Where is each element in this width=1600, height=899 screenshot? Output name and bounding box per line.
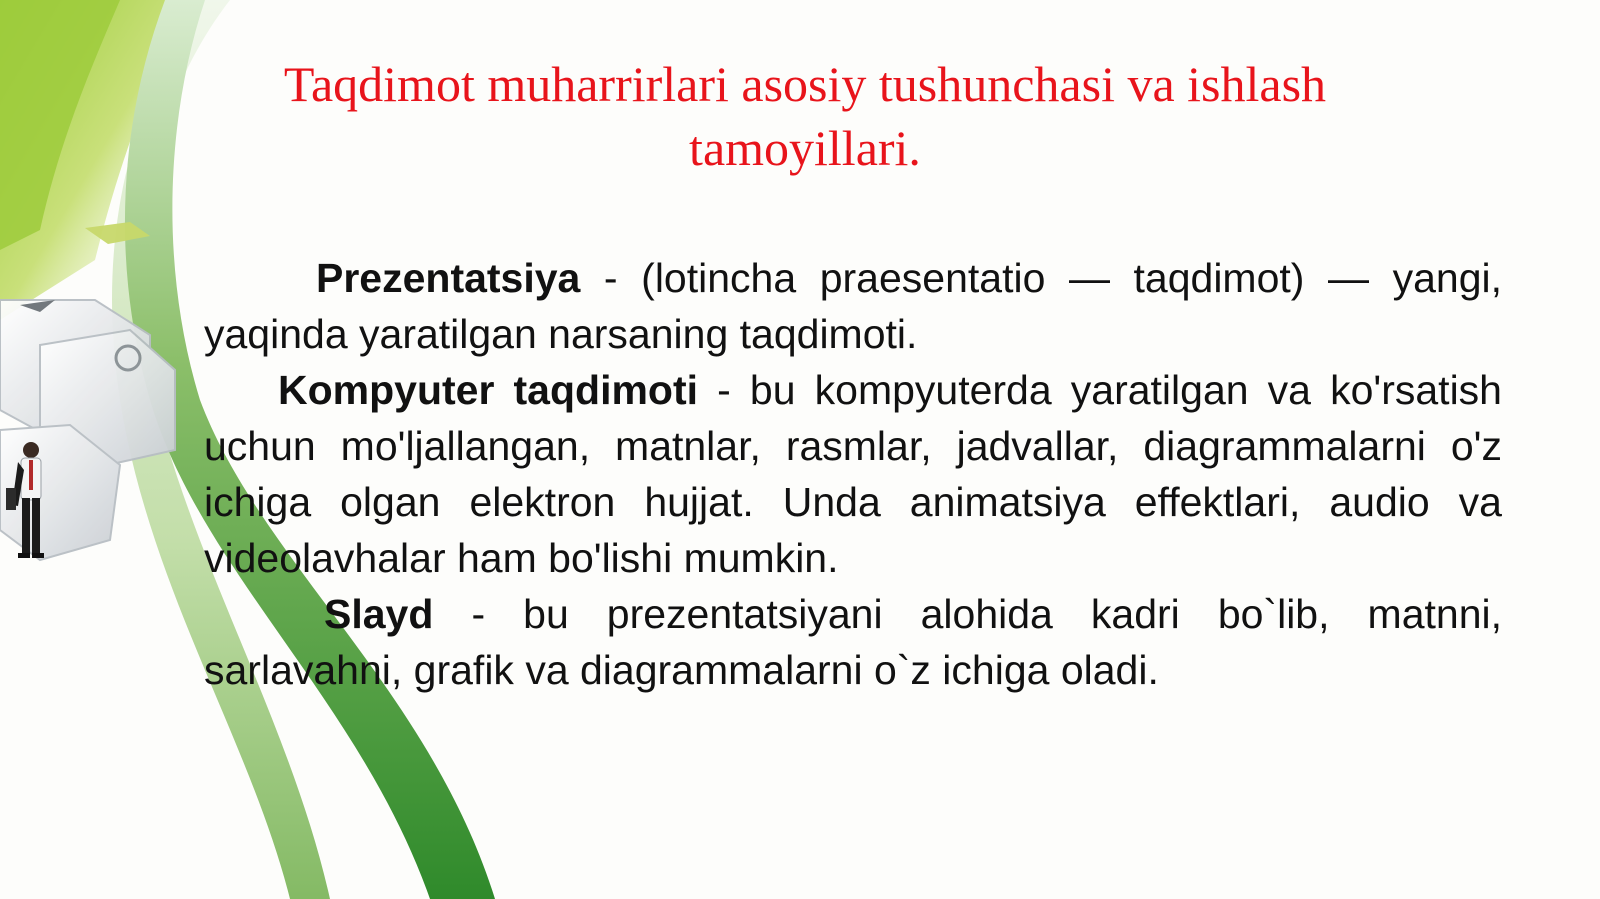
term-prezentatsiya: Prezentatsiya <box>316 255 581 301</box>
slide-body <box>204 250 1502 698</box>
paragraph-prezentatsiya <box>204 250 1502 362</box>
slide-title: Taqdimot muharrirlari asosiy tushunchasi va ishlash tamoyillari. <box>283 56 1327 176</box>
definition-slayd: - bu prezentatsiyani alohida kadri bo`lib, matnni, sarlavahni, grafik va diagrammalarni o`z ichiga oladi. <box>204 591 1502 693</box>
term-kompyuter-taqdimoti: Kompyuter taqdimoti <box>278 367 699 413</box>
definition-kompyuter-taqdimoti: - bu kompyuterda yaratilgan va ko'rsatish uchun mo'ljallangan, matnlar, rasmlar, jadvallar, diagrammalarni o'z ichiga olgan elektron hujjat. Unda animatsiya effektlari, audio va videolavhalar ham bo'lishi mumkin. <box>204 367 1502 581</box>
definition-prezentatsiya: - (lotincha praesentatio — taqdimot) — yangi, yaqinda yaratilgan narsaning taqdimoti. <box>204 255 1502 357</box>
paragraph-slayd <box>204 586 1502 698</box>
term-slayd: Slayd <box>324 591 434 637</box>
paragraph-kompyuter-taqdimoti <box>204 362 1502 586</box>
